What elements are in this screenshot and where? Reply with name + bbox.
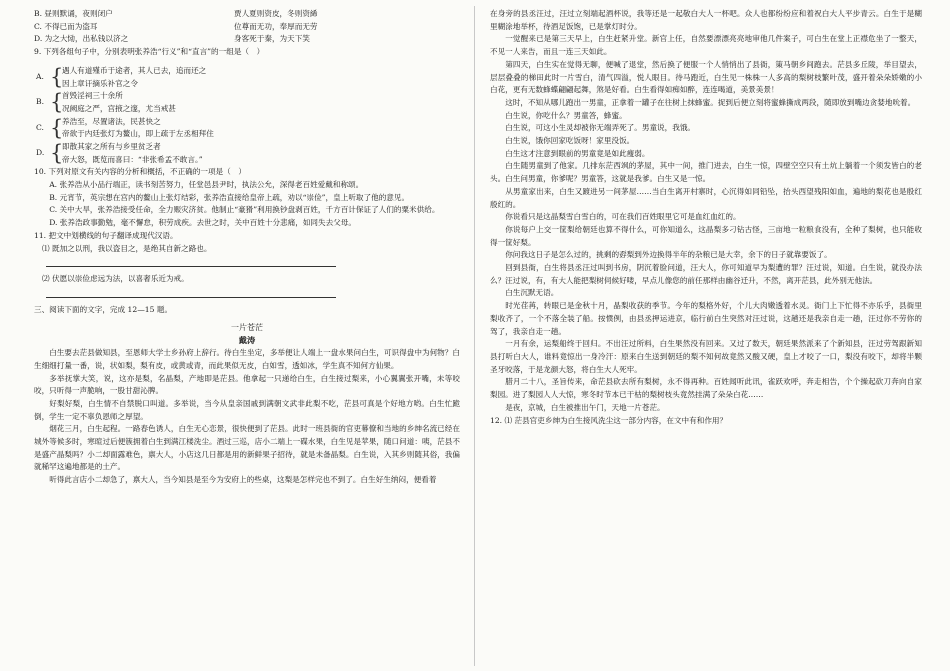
story-paragraph: 腊月二十八，圣旨传来，命茫县砍去所有梨树，永不得再种。百姓闻听此讯，雀跃欢呼，奔走相告，个个操起砍刀奔向自家梨园。进了梨园人人大惊，寒冬时节本已干枯的梨树枝头竟然挂满了朵朵白花……: [490, 377, 922, 400]
column-divider: [474, 6, 475, 666]
q11-item: ⑴ 既加之以刑，我以盗目之，是绝其自新之路也。: [42, 243, 212, 253]
story-paragraph: 你说看只是这晶梨雪白雪白的，可在我们百姓眼里它可是血红血红的。: [505, 212, 741, 222]
option-label: C.: [36, 122, 44, 132]
story-paragraph: 白生说，你吃什么？男童答，蜂蜜。: [505, 110, 627, 120]
option-label: B.: [36, 97, 44, 107]
q10-option: C. 关中大旱，张养浩接受任命，全力赈灾济贫。他制止“豪猾”利用换钞盘剥百姓，千方百计保证了人们的粟米供给。: [49, 205, 440, 215]
story-title: 一片苍茫: [231, 322, 263, 332]
story-paragraph: 时光荏苒，转眼已是金秋十月，晶梨收获的季节。今年的梨格外好，个儿大肉嫩透着水灵。衙门上下忙得不亦乐乎，县衙里梨收齐了，一个不落全装了船。按惯例，由县丞押运进京，临行前白生突然对汪过说，这趟还是我亲自走一趟，汪过你不劳你的驾了，我亲自走一趟。: [490, 301, 922, 336]
section-heading: 三、阅读下面的文字，完成 12—15 题。: [34, 305, 173, 314]
story-paragraph: 在身旁的县丞汪过，汪过立刻端起酒杯说，我等还是一起敬白大人一杯吧。众人也都纷纷应和着祝白大人平步青云。白生于是糊里糊涂地举杯，待酒足饭饱，已是掌灯时分。: [490, 9, 922, 31]
brace-icon: {: [50, 64, 64, 89]
story-paragraph: 白生这才注意到眼前的男童竟是如此瘦弱。: [505, 148, 650, 158]
q9-option: [34, 65, 460, 90]
story-paragraph: 你问我这日子是怎么过的，挑剩的孬梨到外边换得半年的杂粮已是大幸，余下的日子就靠要饭了。: [505, 250, 832, 260]
story-paragraph: 白生随男童到了他家。几排东茫西飒的茅屋，其中一间，推门进去，白生一惊，四壁空空只有土炕上躺着一个须发皆白的老头。白生问男童，你爹呢？男童答，这就是我爹。白生又是一惊。: [490, 161, 922, 184]
q9-stem: 9. 下列各组句子中，分别表明张养浩“行义”和“直言”的一组是（ ）: [34, 47, 265, 57]
q8-option-row: [34, 21, 460, 34]
story-paragraph: 听得此言店小二却急了，禀大人，当今知县是至今为安府上的些桌，这梨是怎样完也不到了。白生好生纳闷，便看着: [49, 475, 437, 485]
story-author: 戴涛: [238, 335, 256, 346]
q11-item: ⑵ 伏愿以崇俭虑远为法，以喜奢乐近为戒。: [42, 274, 189, 284]
story-paragraph: 多举抚掌大笑，说，这亦是梨，名晶梨，产地即是茫县。他拿起一只递给白生，白生接过梨来，小心翼翼张开嘴，未等咬咬，只听得一声脆响，一股甘甜沁脾。: [34, 373, 460, 396]
option-line: 帝大怒，既览而喜曰：“非张希孟不敢言。”: [62, 154, 203, 164]
story-paragraph: 是夜，京城，白生被推出午门，天地一片苍茫。: [505, 402, 665, 412]
brace-icon: {: [50, 140, 64, 165]
option-label: A.: [36, 71, 44, 81]
story-paragraph: 你说每户上交一筐梨给朝廷也算不得什么，可你知道么，这晶梨多刁钻古怪，三亩地一粒粮食没有，全种了梨树，也只能收得一筐好梨。: [490, 224, 922, 247]
story-paragraph: 一月有余，运梨船终于回归。不出汪过所料，白生果然没有回来。又过了数天，朝廷果然派来了个新知县，汪过劳驾跟新知县打听白大人，谁料竟惊出一身冷汗：原来白生送到朝廷的梨不知何故竟然又酸又硬，皇上才咬了一口，梨没有咬下，却将半颗圣牙咬落，于是龙颜大怒，将白生大人死牢。: [490, 339, 922, 374]
q9-option: [34, 116, 460, 141]
q8-option-right: 身客死于秦，为天下笑: [234, 34, 310, 44]
left-column: [34, 8, 460, 663]
option-line: 遇人有道殣币于途者，其人已去，追而还之: [62, 65, 207, 75]
q10-option: A. 张养浩从小品行端正，读书刻苦努力，任堂邑县尹时，执法公允，深得老百姓爱戴和称颂。: [49, 180, 364, 190]
q9-option: [34, 141, 460, 166]
story-paragraph: 烟花三月，白生起程。一路春色诱人，白生无心恋景，很快便到了茫县。此时一班县衙的官吏幕僚和当地的乡绅名流已经在城外等候多时，寒暄过后便簇拥着白生到满江楼洗尘。酒过三巡，店小二端上一碟水果，白生见是苹果，随口问道：咦，茫县不是盛产晶梨吗？小二却面露难色，禀大人，小店这几日都是用的新鲜果子招待，就是未备晶梨。白生说，入其乡则随其俗，我偏就稀罕这遍地都是的土产。: [34, 424, 460, 472]
q8-option-left: C. 不得已而为盗耳: [34, 21, 98, 31]
option-line: 帝欲于内廷张灯为鳌山，即上疏于左丞相拜住: [62, 129, 214, 139]
story-paragraph: 白生沉默无语。: [505, 288, 559, 298]
q9-option: [34, 90, 460, 115]
story-paragraph: 从男童家出来，白生又踱进另一间茅屋……当白生离开村寨时，心沉得如同铅坠，抬头西望残阳如血，遍地的梨花也是殷红殷红的。: [490, 186, 922, 209]
story-paragraph: 这时，不知从哪儿跑出一男童，正拿着一罐子在往树上抹蜂蜜。捉到后便立刻将蜜蜂撕成两段，随即放到嘴边贪婪地吮着。: [505, 97, 916, 107]
option-line: 况阙庭之严，宫掖之邃，尤当戒甚: [62, 103, 176, 113]
story-paragraph: 一觉醒来已是第三天早上，白生赶紧升堂。新官上任，自然要漂漂亮亮地审他几件案子，可白生在堂上正襟危坐了一整天，不见一人来告，而且一连三天如此。: [490, 34, 922, 57]
q8-option-row: [34, 8, 460, 21]
brace-icon: {: [50, 90, 64, 115]
story-paragraph: 第四天，白生实在觉得无聊，便喊了退堂，然后换了便服一个人悄悄出了县衙，策马朝乡间跑去。茫县多丘陵，举目望去，层层叠叠的梯田此时一片雪白，清气四溢，悦人眼目。待马跑近，白生见一株株一人多高的梨树枝繁叶茂，盛开着朵朵娇嫩的小白花，更有无数蜂蝶翩翩起舞，煞是好看。白生看得如痴如醉，连连喝道，美景美景！: [490, 59, 922, 95]
q10-option: D. 张养浩政事勤勉，毫不懈怠，积劳成疾。去世之时，关中百姓十分悲痛，如同失去父母。: [49, 218, 356, 228]
option-line: 即散其家之所有与乡里贫乏者: [62, 141, 161, 151]
q8-option-left: B. 昼则默诵，夜则闭户: [34, 9, 113, 18]
story-paragraph: 回到县衙，白生将县丞汪过叫到书房，阴沉着脸问道，汪大人，你可知道早为梨遭的罪？汪过说，知道。白生说，就没办法么？汪过说，有，有大人能把梨树伺候好喽，早点儿像您的前任那样由幽谷迁升，不然，离开茫县，此外别无他法。: [490, 263, 922, 285]
story-paragraph: 白生要去茫县做知县，至恩师大学士乡孙府上辞行。待白生坐定，多举便让人端上一盘水果问白生，可识得盘中为何物？白生细细打量一番，说，状如梨，梨有皮，或黄或青，而此果似无皮，白如雪，透如冰，学生真不知何方仙果。: [34, 348, 460, 370]
q8-option-row: [34, 33, 460, 46]
option-label: D.: [36, 147, 45, 157]
q11-stem: 11. 把文中划横线的句子翻译成现代汉语。: [34, 230, 178, 240]
q8-option-left: D. 为之大恸，出私钱以济之: [34, 34, 129, 44]
option-line: 首毁淫祠三十余所: [62, 91, 123, 101]
story-paragraph: 白生说，饿你回家吃饭呀！家里没饭。: [505, 136, 635, 146]
story-paragraph: 白生说，可这小生灵却被你无端弄死了。男童说，我饿。: [505, 123, 696, 133]
story-paragraph: 好梨好梨，白生情不自禁脱口叫道。多举说，当今从皇亲国戚到满朝文武非此梨不吃，茫县可真是个好地方哟。白生忙跪倒，学生一定不辜负恩师之厚望。: [34, 398, 460, 421]
q10-option: B. 元宵节，英宗想在宫内的鳌山上张灯结彩，张养浩直接给皇帝上疏，劝以“崇俭”，皇上听取了他的意见。: [49, 192, 410, 202]
option-line: 养浩至，尽置诸法，民甚快之: [62, 116, 161, 126]
right-column: [490, 8, 922, 663]
answer-line[interactable]: [46, 256, 336, 267]
option-line: 因上章讦摘乐补官之令: [62, 78, 138, 88]
q10-stem: 10. 下列对原文有关内容的分析和概括，不正确的一项是（ ）: [34, 167, 246, 177]
brace-icon: {: [50, 115, 64, 140]
answer-line[interactable]: [46, 287, 336, 298]
q8-option-right: 位尊而无功，奉厚而无劳: [234, 21, 318, 31]
q12-stem: 12. ⑴ 茫县官吏乡绅为白生接风洗尘这一部分内容，在文中有和作用？: [490, 415, 728, 425]
q8-option-right: 贾人夏则资皮，冬则资絺: [234, 9, 318, 18]
